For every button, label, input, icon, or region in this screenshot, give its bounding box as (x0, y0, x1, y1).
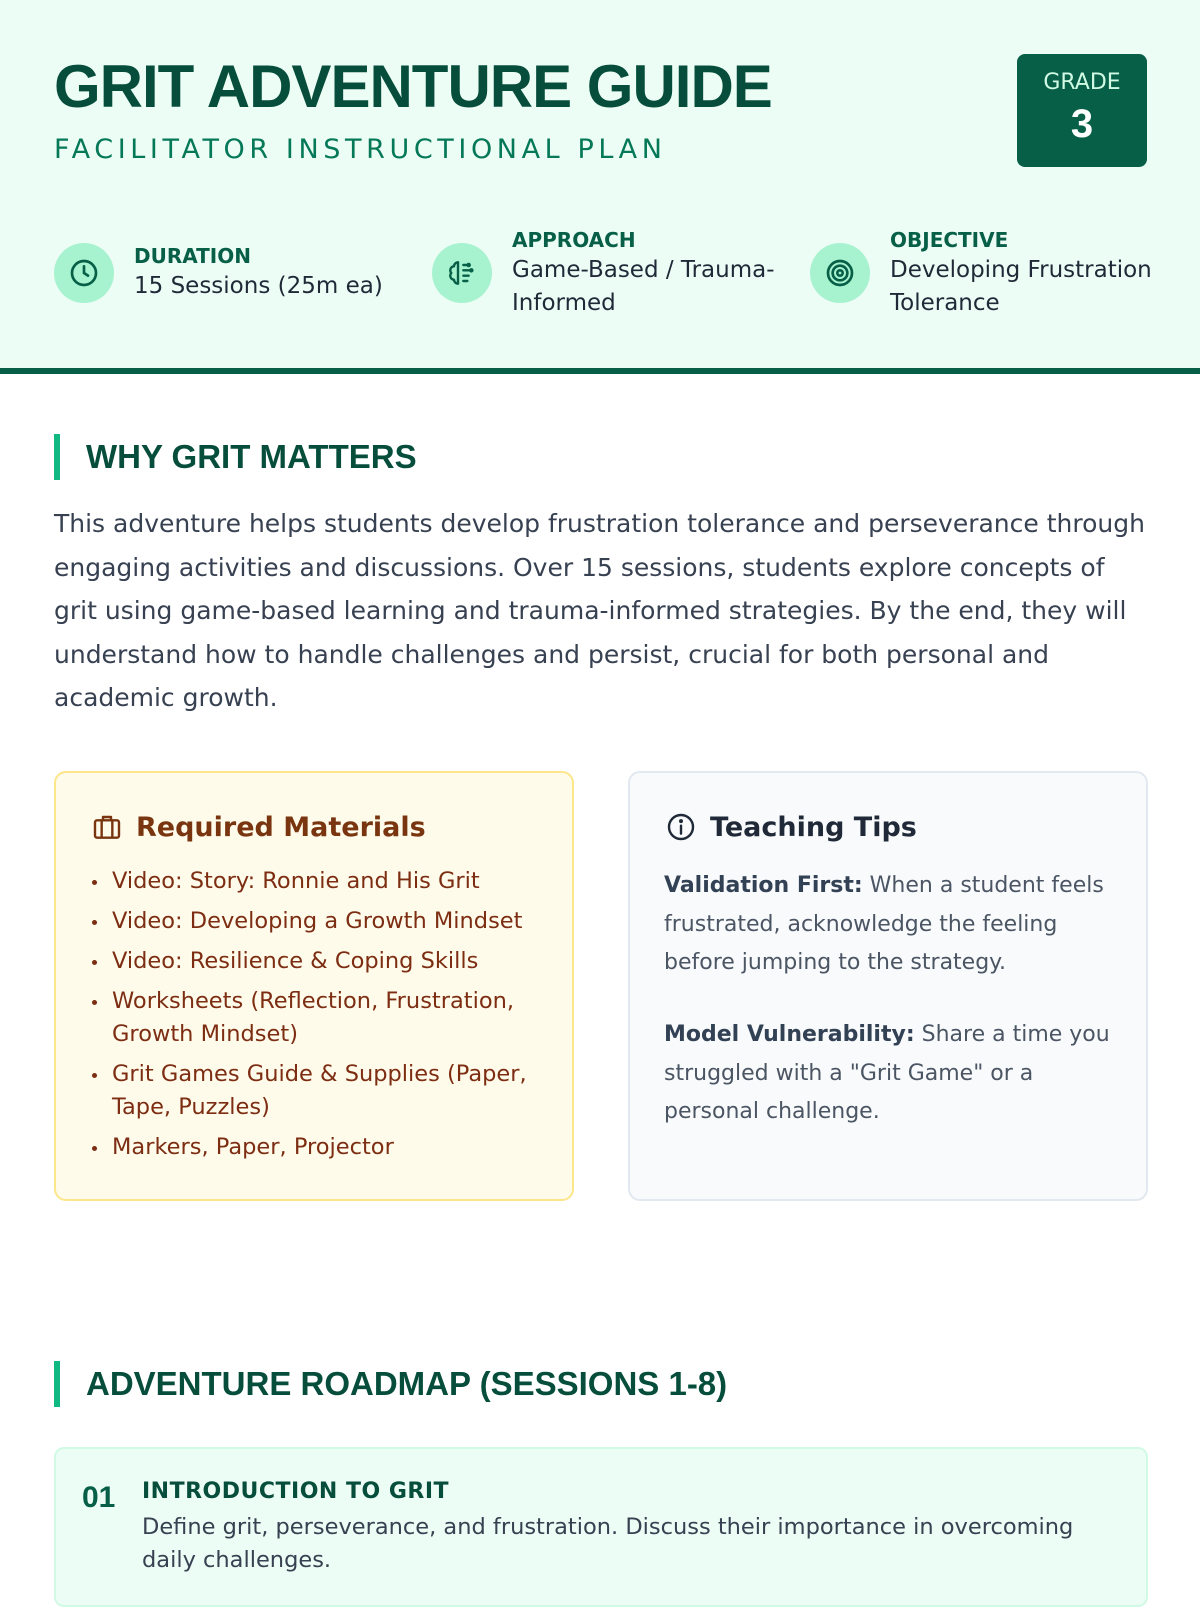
meta-approach-label: APPROACH (512, 228, 636, 252)
meta-duration-label: DURATION (134, 244, 251, 268)
meta-duration (54, 240, 394, 340)
meta-objective (810, 224, 1150, 324)
why-section-title: WHY GRIT MATTERS (54, 434, 417, 480)
session-number: 01 (82, 1481, 116, 1514)
list-item: Video: Story: Ronnie and His Grit (90, 865, 540, 898)
materials-title: Required Materials (136, 811, 426, 843)
meta-approach-value: Game-Based / Trauma-Informed (512, 257, 775, 316)
materials-heading (90, 807, 426, 847)
header (0, 0, 1200, 374)
list-item: Video: Developing a Growth Mindset (90, 905, 540, 938)
tip-text: Share a time you struggled with a "Grit Game" or a personal challenge. (664, 1022, 1110, 1124)
materials-list (90, 865, 540, 1171)
why-body: This adventure helps students develop frustration tolerance and perseverance through engaging activities and discussions. Over 15 sessions, students explore concepts of grit using game-based learning and trauma-informed strategies. By the end, they will understand how to handle challenges and persist, crucial for both personal and academic growth. (54, 509, 1145, 712)
meta-objective-label: OBJECTIVE (890, 228, 1009, 252)
tip-label: Model Vulnerability: (664, 1022, 915, 1047)
grade-value: 3 (1070, 102, 1094, 146)
list-item: Worksheets (Reflection, Frustration, Growth Mindset) (90, 985, 540, 1051)
info-icon (664, 810, 698, 844)
page-title: GRIT ADVENTURE GUIDE (54, 53, 772, 120)
target-icon (810, 243, 870, 303)
grade-label: GRADE (1043, 70, 1121, 95)
list-item: Grit Games Guide & Supplies (Paper, Tape, Puzzles) (90, 1058, 540, 1124)
clock-icon (54, 243, 114, 303)
list-item: Video: Resilience & Coping Skills (90, 945, 540, 978)
tip-label: Validation First: (664, 873, 863, 898)
session-title: INTRODUCTION TO GRIT (142, 1479, 450, 1504)
session-card (54, 1447, 1148, 1607)
list-item: Markers, Paper, Projector (90, 1131, 540, 1164)
tip-validation (664, 867, 1114, 983)
session-description: Define grit, perseverance, and frustration. Discuss their importance in overcoming daily challenges. (142, 1514, 1074, 1573)
meta-objective-value: Developing Frustration Tolerance (890, 257, 1152, 316)
briefcase-icon (90, 810, 124, 844)
tips-heading (664, 807, 917, 847)
materials-card (54, 771, 574, 1201)
page-subtitle: FACILITATOR INSTRUCTIONAL PLAN (54, 134, 667, 165)
tips-card (628, 771, 1148, 1201)
meta-duration-value: 15 Sessions (25m ea) (134, 273, 383, 299)
brain-icon (432, 243, 492, 303)
tips-title: Teaching Tips (710, 811, 917, 843)
roadmap-section-title: ADVENTURE ROADMAP (SESSIONS 1-8) (54, 1361, 727, 1407)
tip-vulnerability (664, 1016, 1114, 1132)
tip-text: When a student feels frustrated, acknowledge the feeling before jumping to the strategy. (664, 873, 1104, 975)
grade-badge (1017, 54, 1147, 167)
meta-approach (432, 224, 775, 324)
